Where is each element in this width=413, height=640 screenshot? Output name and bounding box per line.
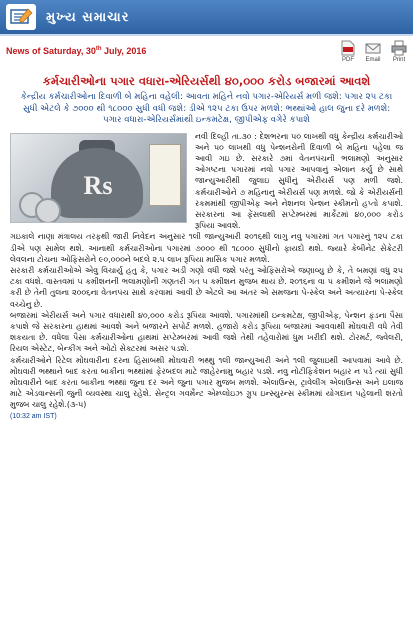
- printer-icon: [391, 40, 407, 56]
- article-subheadline: કેન્દ્રીય કર્મચારીઓના દિવાળી બે મહિના વહેલી: આવતા મહિને નવો પગાર-એરિયર્સ મળી જશે: પગાર ૨૫ ટકા સુધી એટલે કે ૭૦૦૦ થી ૧૮૦૦૦ સુધી વધી જશે: ડીએ ૧૨૫ ટકા ઉપર મળશે: ભથ્થાંઓ હાલ જુના દરે મળશે: પગાર વધારા-એરિયર્સમાંથી ઇન્કમટેક્ષ, જીપીએફ વગેરે કપાશે: [20, 92, 393, 125]
- news-date: [6, 46, 146, 56]
- email-label: Email: [365, 57, 381, 63]
- article-paragraph: બજારમાં એરીયર્સ અને પગાર વધારાથી ૪૦,૦૦૦ કરોડ રૂપિયા આવશે. પગારમાંથી ઇન્કમટેક્ષ, જીપીએફ, પેન્શન ફંડના પૈસા કપાશે જે સરકારના હાથમાં આવશે અને બજારને સપોર્ટ મળશે. હજારો કરોડ રૂપિયા બજારમાં આવવાથી મોંઘવારી વધે તેવી શકયતા છે. વધેલા પૈસા કર્મચારીઓના હાથમાં સપ્ટેમ્બરમાં આવી જશે તેથી તહેવારોમાં ધુમ ખરીદી થશે. ટોરમર્ટ, જ્વેલરી, રિયલ એસ્ટેટ, બેન્કીંગ અને ઓટો સેક્ટરમાં અસર પડશે.: [10, 310, 403, 354]
- meta-row: [0, 36, 413, 70]
- rupee-symbol-icon: Rs: [83, 170, 113, 200]
- section-title: મુખ્ય સમાચાર: [46, 9, 130, 25]
- print-label: Print: [392, 57, 406, 63]
- article-paragraph: સરકારી કર્મચારીઓએ એવુ વિચાર્યુ હતુ કે, પગાર અડી ગણો વધી જશે પરંતુ ઓફિસરોએ જણાવ્યુ છે કે, તે બમણાં વધુ ૨૫ ટકા વધશે. વાસ્તવમાં ૫ કમીશનની ભલામણોની ગણતરી ગત ૫ કમીશન મુજબ થાય છે. ૨૦૧૬ના વા ૫ કમીશને જે ભલામણો કરી છે તેની તુલના ૨૦૦૬ના વેતનપંચ સાથે કરવામાં આવી છે એટલે આ અંતર એ સમજના પે-સ્કેલ અને અત્યારના પે-સ્કેલ વચ્ચેનુ છે.: [10, 265, 403, 309]
- date-suffix: July, 2016: [101, 46, 147, 56]
- pdf-button[interactable]: [341, 40, 355, 63]
- print-button[interactable]: [391, 40, 407, 63]
- article-headline: કર્મચારીઓના પગાર વધારા-એરિયર્સથી ૪૦,૦૦૦ કરોડ બજારમાં આવશે: [42, 74, 371, 88]
- pdf-label: PDF: [342, 57, 354, 63]
- article-paragraph: ગઇકાલે નાણા મંત્રાલય તરફથી જારી નિવેદન અનુસાર ૧લી જાન્યુઆરી ૨૦૧૬થી લાગુ નવુ પગારમાં ગત પગારનું ૧૨૫ ટકા ડીએ પણ સામેલ થશે. આનાથી કર્મચારીઓના પગારમાં ૭૦૦૦ થી ૧૮૦૦૦ સુધીનો ફાયદો થશે. જ્યારે કેબીનેટ સેક્રેટરી લેવલના ટોચના ઓફિસરોને ૯૦,૦૦૦ને બદલે ૨.૫ લાખ રૂપિયા માસિક પગાર મળશે.: [10, 232, 403, 264]
- email-icon: [365, 40, 381, 56]
- date-suffix-ordinal: th: [95, 46, 102, 52]
- date-prefix: News of Saturday, 30: [6, 46, 96, 56]
- news-logo-icon: [6, 4, 36, 30]
- section-header: [0, 0, 413, 36]
- article-tools: [341, 40, 407, 63]
- article-image-rupee-bag: [10, 133, 187, 223]
- email-button[interactable]: [365, 40, 381, 63]
- article-timestamp: (10:32 am IST): [10, 412, 57, 420]
- article-lead-paragraph: નવી દિલ્હી તા.૩૦ : દેશભરના ૫૦ લાખથી વધુ કેન્દ્રીય કર્મચારીઓ અને ૫૦ લાખથી વધુ પેન્શનરોની દિવાળી બે મહિના પહેલા જ આવી ગઇ છે. સરકારે ૭માં વેતનપંચની ભલામણો અનુસાર ઓગષ્ટના પગારમાં નવો પગાર આપવાનું એલાન કર્યુ છે સાથે જાન્યુઆરીથી જુલાઇ સુધીનું એરીયર્સ પણ મળી જશે. કર્મચારીઓને ૭ મહિનાનુ એરીયર્સ પણ મળશે. જો કે એરીયર્સની રકમમાંથી જીપીએફ અને નેશનલ પેન્શન સ્કીમનો હપ્તો કપાશે. સરકારના આ ફેંસલાથી સપ્ટેમ્બરમાં માર્કેટમાં ૪૦,૦૦૦ કરોડ રૂપિયા આવશે.: [195, 131, 403, 231]
- article-paragraph: કર્મચારીઓને રિટેલ મોંઘવારીના દરના હિસાબથી મોંઘવારી ભથ્થુ ૧લી જાન્યુઆરી અને ૧લી જુલાઇથી આપવામાં આવે છે. મોંઘવારી ભથ્થાને બાદ કરતા બાકીના ભથ્થાંમાં ફેરબદલ માટે જાહેરનામુ બહાર પડશે. નવુ નોટીફિકેશન બહાર ન પડે ત્યાં સુધી મોંઘવારીને બાદ કરતા બાકીના ભથ્થાં જુના દર અને જુના પગાર મુજબ મળશે. એલાઉન્સ, ટ્રાવેલીંગ એલાઉન્સ અને ઇલાજ માટે એડવાન્સની જુની વ્યવસ્થા ચાલુ રહેશે. સેન્ટ્રલ ગવર્મેન્ટ એમ્પ્લોઇઝ ગ્રુપ ઇન્સ્યુરન્સ સ્કીમમાં યોગદાન પહેલાની શરતો મુજબ ચાલુ રહેશે.(૩-૫): [10, 355, 403, 410]
- article-body: [0, 131, 413, 411]
- pdf-icon: [341, 40, 355, 56]
- article-lead-block: [10, 131, 403, 232]
